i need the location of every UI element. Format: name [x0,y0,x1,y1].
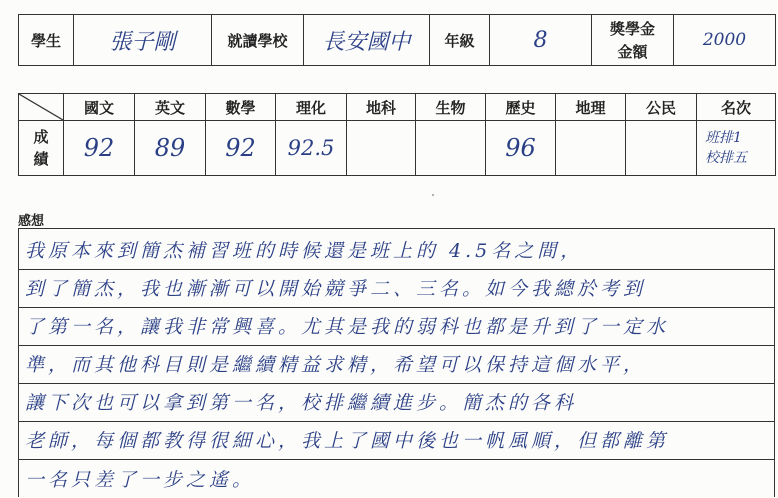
scholarship-label-line-2: 金額 [617,43,648,61]
essay-line: 了第一名，讓我非常興喜。尤其是我的弱科也都是升到了一定水 [19,305,774,346]
subject-english: 英文 [135,94,206,121]
student-info-table [18,14,776,66]
subject-history: 歷史 [486,94,556,121]
score-earth-science [347,121,416,176]
essay-line: 一名只差了一步之遙。 [25,469,256,491]
score-english: 89 [135,121,206,176]
subject-geography: 地理 [556,94,626,121]
subject-civics: 公民 [626,94,697,121]
essay-line: 準，而其他科目則是繼續精益求精，希望可以保持這個水平， [19,343,774,384]
school-label: 就讀學校 [212,15,304,66]
student-label: 學生 [19,15,74,66]
subject-earth-science: 地科 [347,94,416,121]
scholarship-label-line-1: 獎學金 [609,20,655,38]
scan-speck [432,194,434,196]
scholarship-value: 2000 [674,15,776,66]
grade-label: 年級 [430,15,490,66]
scholarship-label [592,15,674,66]
essay-line: 讓下次也可以拿到第一名，校排繼續進步。簡杰的各科 [19,381,774,422]
grade-value: 8 [490,15,592,66]
thoughts-title: 感想 [18,214,45,229]
rank-value [697,121,776,176]
grades-row-label-2: 績 [33,150,49,168]
school-name: 長安國中 [304,15,430,66]
score-geography [556,121,626,176]
essay-line: 我原本來到簡杰補習班的時候還是班上的 4.5名之間， [19,229,774,270]
subject-physics-chemistry: 理化 [276,94,347,121]
diagonal-corner-cell [19,94,64,121]
score-civics [626,121,697,176]
subject-biology: 生物 [416,94,486,121]
subject-math: 數學 [206,94,276,121]
grades-row-label [19,121,64,176]
rank-header: 名次 [697,94,776,121]
grades-table [18,93,776,176]
score-chinese: 92 [64,121,135,176]
thoughts-essay-box [18,228,775,497]
essay-line: 到了簡杰，我也漸漸可以開始競爭二、三名。如今我總於考到 [19,267,774,308]
rank-school: 校排五 [705,150,747,166]
rank-class: 班排1 [705,130,742,146]
essay-line: 老師，每個都教得很細心，我上了國中後也一帆風順，但都離第 [19,419,774,460]
subject-chinese: 國文 [64,94,135,121]
grades-row-label-1: 成 [33,128,49,146]
diagonal-line [19,94,63,120]
score-history: 96 [486,121,556,176]
score-physics-chemistry: 92.5 [276,121,347,176]
score-biology [416,121,486,176]
score-math: 92 [206,121,276,176]
student-name: 張子剛 [74,15,212,66]
